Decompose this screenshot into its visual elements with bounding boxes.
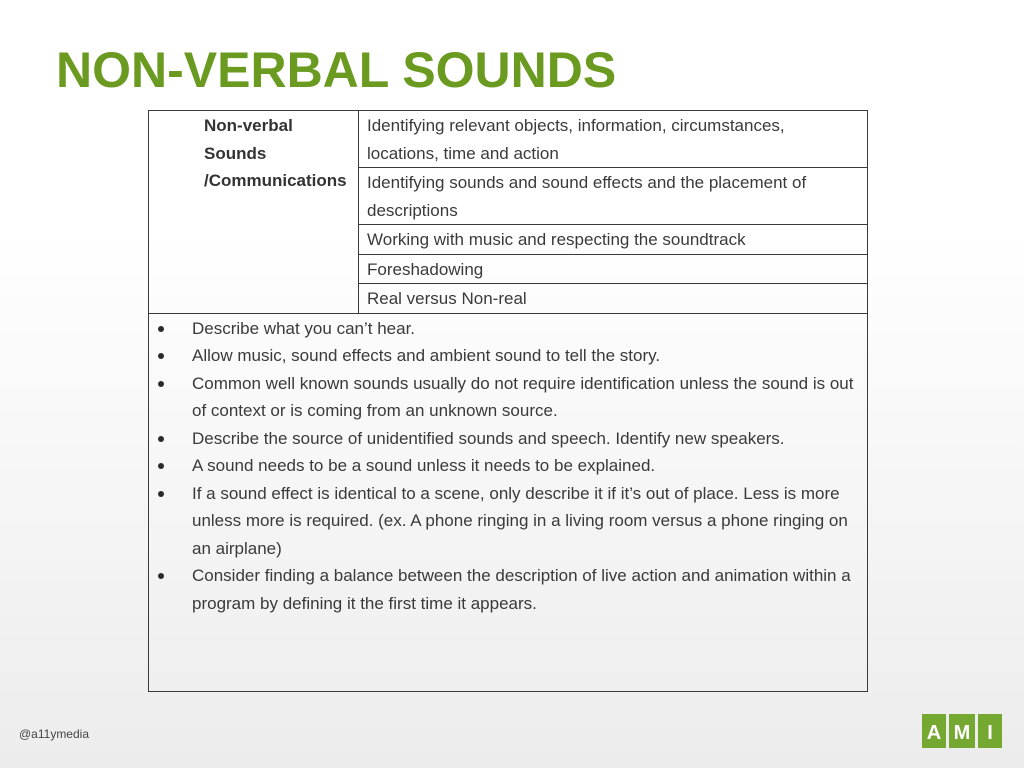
category-label <box>149 111 358 195</box>
guideline-item <box>154 480 861 563</box>
category-cell <box>149 111 359 314</box>
bullet-icon <box>158 353 164 359</box>
guideline-text: Consider finding a balance between the description of live action and animation within a program by defining it the first time it appears. <box>192 566 851 613</box>
logo-letter: A <box>922 714 946 748</box>
bullet-icon <box>158 573 164 579</box>
table-row <box>149 313 868 691</box>
guideline-item <box>154 562 861 617</box>
guideline-item <box>154 425 861 453</box>
guideline-item <box>154 315 861 343</box>
aspect-cell: Identifying sounds and sound effects and the placement of descriptions <box>359 168 868 225</box>
guideline-text: Allow music, sound effects and ambient sound to tell the story. <box>192 346 661 365</box>
guideline-item <box>154 342 861 370</box>
guideline-text: Common well known sounds usually do not require identification unless the sound is out of context or is coming from an unknown source. <box>192 373 854 420</box>
logo-letter: I <box>978 714 1002 748</box>
guideline-item <box>154 452 861 480</box>
bullet-icon <box>158 436 164 442</box>
guideline-text: A sound needs to be a sound unless it needs to be explained. <box>192 456 656 475</box>
guideline-text: Describe what you can’t hear. <box>192 318 416 338</box>
category-line: Non-verbal <box>204 116 293 135</box>
guideline-text: If a sound effect is identical to a scene, only describe it if it’s out of place. Less is more unless more is required. (ex. A phone ringing in a living room versus a phone ringing on an airplane) <box>192 483 848 558</box>
category-line: Sounds <box>204 143 267 163</box>
footer-handle: @a11ymedia <box>19 727 89 741</box>
table-row <box>149 111 868 168</box>
category-line: /Communications <box>204 171 347 190</box>
slide-title: NON-VERBAL SOUNDS <box>56 42 617 98</box>
aspect-cell: Working with music and respecting the soundtrack <box>359 225 868 255</box>
bullet-icon <box>158 381 164 387</box>
aspect-cell: Foreshadowing <box>359 254 868 284</box>
ami-logo <box>922 714 1002 748</box>
logo-letter: M <box>949 714 975 748</box>
guidelines-table <box>148 110 868 692</box>
aspect-cell: Identifying relevant objects, information, circumstances, locations, time and action <box>359 111 868 168</box>
bullet-icon <box>158 491 164 497</box>
guideline-item <box>154 370 861 425</box>
guidelines-cell <box>149 313 868 691</box>
bullet-icon <box>158 463 164 469</box>
aspect-cell: Real versus Non-real <box>359 284 868 314</box>
guideline-list <box>154 315 861 618</box>
guideline-text: Describe the source of unidentified sounds and speech. Identify new speakers. <box>192 428 785 448</box>
bullet-icon <box>158 326 164 332</box>
